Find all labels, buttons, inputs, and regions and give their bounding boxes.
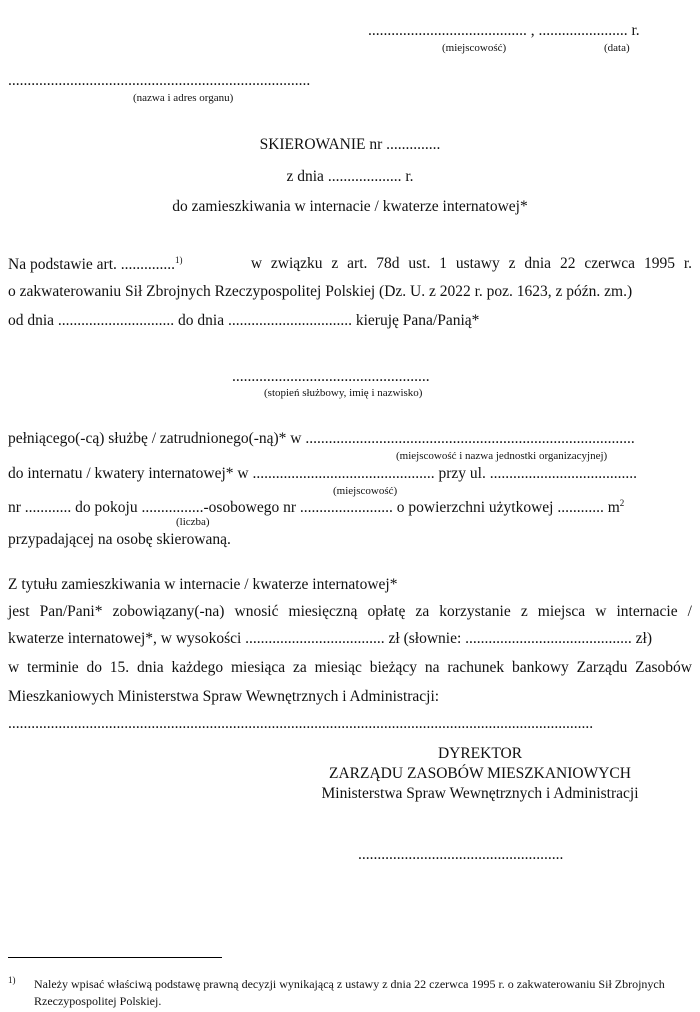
document-title: SKIEROWANIE nr .............. xyxy=(259,136,441,153)
title-purpose: do zamieszkiwania w internacie / kwaterze internatowej* xyxy=(172,198,528,215)
place-date-line: ......................................... , ....................... r. xyxy=(368,22,640,39)
legal-basis-text: Na podstawie art. .............. xyxy=(8,256,176,274)
person-label: (stopień służbowy, imię i nazwisko) xyxy=(264,387,423,399)
footnote-text: Należy wpisać właściwą podstawę prawną decyzji wynikającą z ustawy z dnia 22 czerwca 1995 r. o zakwaterowaniu Sił Zbrojnych Rzeczypospolitej Polskiej. xyxy=(34,977,665,1008)
footnote-ref: 1) xyxy=(175,255,183,265)
signature-role: DYREKTOR xyxy=(437,745,523,762)
paragraph2-line3 xyxy=(8,498,624,517)
signature-ministry: Ministerstwa Spraw Wewnętrznych i Administracji xyxy=(321,785,639,802)
footnote-marker: 1) xyxy=(8,975,16,985)
paragraph1-line2: o zakwaterowaniu Sił Zbrojnych Rzeczypospolitej Polskiej (Dz. U. z 2022 r. poz. 1623, z późn. zm.) xyxy=(8,283,633,300)
date-label: (data) xyxy=(604,42,630,54)
signature-line: ..................................................... xyxy=(358,846,564,863)
paragraph1-line3: od dnia .............................. do dnia ................................ kieruję Pana/Panią* xyxy=(8,312,480,329)
person-line: ................................................... xyxy=(232,368,430,385)
paragraph2-line2: do internatu / kwatery internatowej* w ............................................... przy ul. ...................................... xyxy=(8,465,637,482)
legal-basis-continuation: w związku z art. 78d ust. 1 ustawy z dnia 22 czerwca 1995 r. xyxy=(250,255,692,272)
paragraph2-line1: pełniącego(-cą) służbę / zatrudnionego(-ną)* w ..................................................................................... xyxy=(8,430,635,447)
organ-label: (nazwa i adres organu) xyxy=(133,92,234,104)
paragraph3-line1: Z tytułu zamieszkiwania w internacie / kwaterze internatowej* xyxy=(8,576,398,593)
paragraph3-line3: kwaterze internatowej*, w wysokości .................................... zł (słownie: ........................................... zł) xyxy=(8,630,653,647)
city-label: (miejscowość) xyxy=(333,485,398,497)
paragraph3-line5: Mieszkaniowych Ministerstwa Spraw Wewnętrznych i Administracji: xyxy=(8,688,440,705)
count-label: (liczba) xyxy=(176,516,210,528)
square-exponent: 2 xyxy=(619,498,625,508)
bank-account-line: ....................................................................................................................................................... xyxy=(8,715,594,732)
unit-label: (miejscowość i nazwa jednostki organizacyjnej) xyxy=(396,450,608,462)
title-date: z dnia ................... r. xyxy=(286,168,414,185)
signature-office: ZARZĄDU ZASOBÓW MIESZKANIOWYCH xyxy=(329,765,631,782)
organ-line: .............................................................................. xyxy=(8,72,311,89)
place-label: (miejscowość) xyxy=(442,42,507,54)
paragraph3-line4: w terminie do 15. dnia każdego miesiąca za miesiąc bieżący na rachunek bankowy Zarządu Zasobów xyxy=(8,659,692,676)
paragraph1-line1 xyxy=(8,255,692,274)
room-details: nr ............ do pokoju ................-osobowego nr ........................ o powierzchni użytkowej ............ m xyxy=(8,499,620,517)
paragraph3-line2: jest Pan/Pani* zobowiązany(-na) wnosić miesięczną opłatę za korzystanie z miejsca w internacie / xyxy=(8,603,692,620)
paragraph2-line4: przypadającej na osobę skierowaną. xyxy=(8,531,231,548)
footnote-separator xyxy=(8,957,222,958)
